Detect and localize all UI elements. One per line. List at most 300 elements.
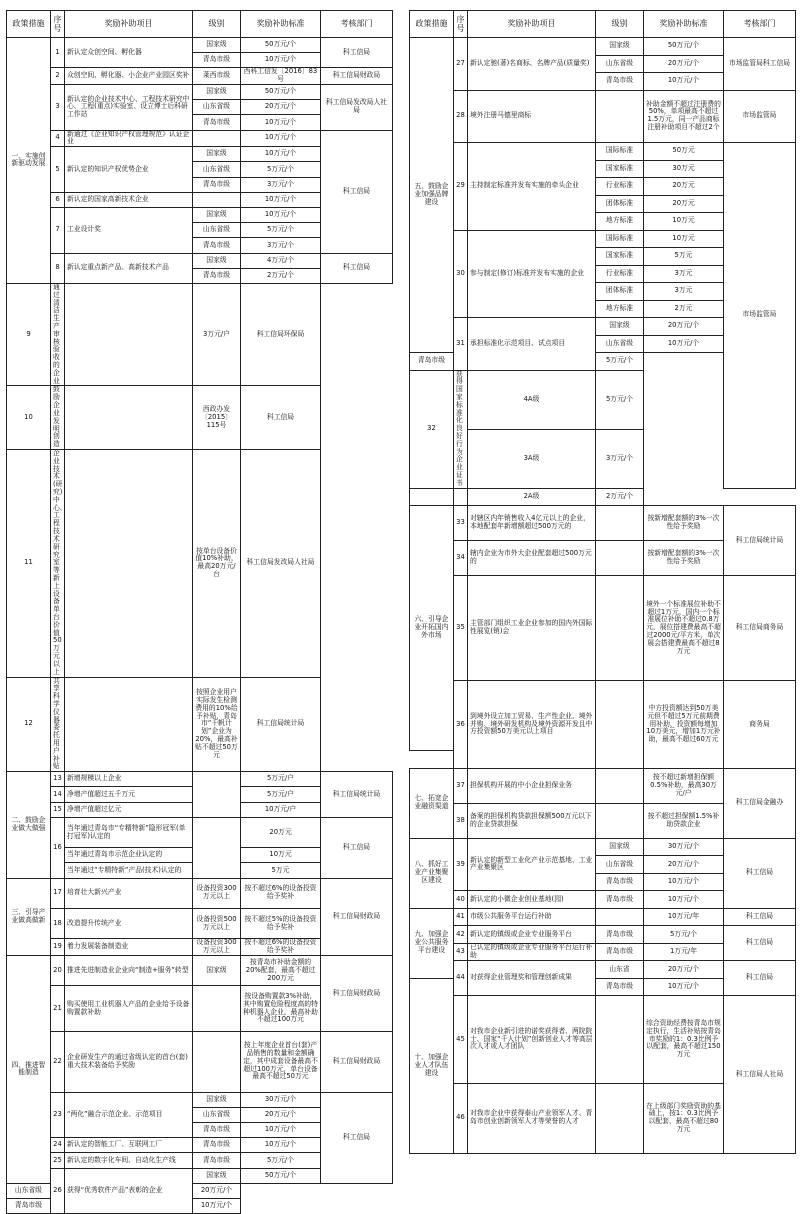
table-cell [596, 996, 644, 1084]
table-cell: 国家标准 [596, 248, 644, 266]
table-row [410, 143, 796, 161]
table-cell: 20万元/个 [193, 1183, 241, 1198]
table-cell: 45 [454, 996, 468, 1084]
table-cell: 科工信局 [724, 908, 796, 926]
table-cell: 10万元/个 [644, 978, 724, 996]
header-policy: 政策措施 [7, 11, 51, 38]
table-cell [596, 506, 644, 541]
table-row [7, 449, 393, 563]
table-cell: 12 [7, 677, 51, 772]
table-cell: 一、实施创新驱动发展 [7, 38, 51, 284]
table-row [7, 1092, 393, 1107]
table-cell: 国际标准 [596, 230, 644, 248]
table-row [410, 681, 796, 699]
table-cell: 西科工信发〔2016〕83号 [241, 68, 321, 85]
table-cell: 46 [454, 1083, 468, 1153]
table-cell: 新认定的国家高新技术企业 [65, 192, 193, 207]
table-cell: 改造提升传统产业 [65, 908, 193, 938]
table-row [410, 90, 796, 108]
table-cell: 国家级 [193, 38, 241, 53]
table-cell: 九、加强企业公共服务平台建设 [410, 908, 454, 978]
table-cell [596, 576, 644, 681]
table-cell: 科工信局财政局 [321, 68, 393, 85]
table-cell: 七、拓宽企业融资渠道 [410, 768, 454, 838]
table-cell: 4 [51, 130, 65, 147]
table-row [7, 955, 393, 970]
header-number: 序号 [51, 11, 65, 38]
table-cell: 通过清洁生产审核验收的企业 [51, 283, 65, 386]
table-cell [193, 192, 241, 207]
header-policy: 政策措施 [410, 11, 454, 38]
table-cell: 28 [454, 90, 468, 143]
table-row [410, 38, 796, 56]
table-cell: 科工信局财政局 [321, 878, 393, 955]
table-cell: 六、引导企业开拓国内外市场 [410, 506, 454, 751]
table-cell: 国家级 [193, 1168, 241, 1183]
table-cell: 5万元/个 [644, 926, 724, 944]
table-row [410, 996, 796, 1014]
table-cell [65, 283, 193, 386]
table-cell: 地方标准 [596, 213, 644, 231]
table-cell: 9 [7, 283, 51, 386]
table-cell: 6 [51, 192, 65, 207]
table-cell: 青岛市级 [596, 73, 644, 91]
table-cell: 科工信局 [321, 817, 393, 878]
table-cell: 23 [51, 1092, 65, 1138]
table-row [7, 878, 393, 893]
table-cell: 20万元/个 [644, 856, 724, 874]
table-cell: 科工信局统计局 [724, 506, 796, 576]
table-cell: 科工信局商务局 [724, 576, 796, 681]
table-cell: 38 [454, 803, 468, 838]
table-cell: 承担标准化示范项目、试点项目 [468, 318, 596, 371]
table-cell: 科工信局 [724, 961, 796, 996]
table-cell [596, 908, 644, 926]
table-cell: 3A级 [468, 429, 596, 488]
table-cell: 43 [454, 943, 468, 961]
table-cell: 青岛市级 [193, 238, 241, 253]
table-cell [193, 130, 241, 147]
table-cell: 20 [51, 955, 65, 985]
table-cell: 41 [454, 908, 468, 926]
table-row [410, 838, 796, 856]
table-cell: 3万元/个 [241, 177, 321, 192]
table-cell: 市场监管局 [724, 143, 796, 489]
table-cell: 综合资助经费按青岛市规定执行，生活补贴按青岛市奖励的1：0.3比例予以配套，最高不超过150万元 [644, 996, 724, 1084]
table-cell [65, 449, 193, 677]
table-cell: 4A级 [468, 370, 596, 429]
table-cell: 当年通过青岛市示范企业认定的 [65, 848, 193, 863]
table-cell: 科工信局统计局 [241, 677, 321, 772]
table-cell: 新认定的镇级或企业专业服务平台 [468, 926, 596, 944]
table-cell: 30万元 [644, 160, 724, 178]
table-cell: 对辖区内年销售收入4亿元以上的企业，本地配套年新增额超过500万元的 [468, 506, 596, 541]
table-cell: 8 [51, 253, 65, 283]
table-cell: 团体标准 [596, 283, 644, 301]
table-cell: 辖内企业为市外大企业配套超过500万元的 [468, 541, 596, 576]
table-cell: 八、抓好工业产业集聚区建设 [410, 838, 454, 908]
table-cell: 5万元/户 [241, 787, 321, 802]
table-cell: 10万元/个 [644, 873, 724, 891]
table-cell: 青岛市级 [596, 943, 644, 961]
table-row [410, 488, 796, 506]
table-cell: 20万元/个 [644, 318, 724, 336]
table-cell: 山东省级 [7, 1183, 51, 1198]
table-cell: 40 [454, 891, 468, 909]
table-cell: 补助金额不超过注册费的50%，单项最高不超过1.5万元，同一产品商标注册补助项目不超过2个 [644, 90, 724, 143]
table-cell: 19 [51, 939, 65, 956]
table-cell: 科工信局 [724, 926, 796, 961]
table-cell: 地方标准 [596, 300, 644, 318]
table-cell: 36 [454, 681, 468, 769]
table-cell: 10万元/个 [241, 130, 321, 147]
table-cell: 26 [51, 1168, 65, 1214]
header-standard: 奖励补助标准 [644, 11, 724, 38]
table-row [7, 130, 393, 147]
table-cell: 按设备购置款3%补助，其中购置危险程度高的特种机器人企业，最高补助不超过100万元 [241, 986, 321, 1032]
table-cell: 20万元/个 [241, 1107, 321, 1122]
table-row [410, 926, 796, 944]
table-cell: 企业研发生产的通过省级认定的首台(套)重大技术装备给予奖励 [65, 1031, 193, 1092]
table-cell: 科工信局金融办 [724, 768, 796, 838]
table-cell: 科工信局发改局人社局 [241, 449, 321, 677]
table-cell: 31 [454, 318, 468, 371]
table-cell: 青岛市级 [193, 268, 241, 283]
table-body-left [7, 38, 393, 1214]
table-cell: 市场监管局 [724, 90, 796, 143]
table-cell: 5万元 [241, 863, 321, 878]
table-cell [65, 677, 193, 772]
table-cell: 新认定众创空间、孵化器 [65, 38, 193, 68]
table-cell: 山东省级 [596, 55, 644, 73]
table-cell: 国家级 [596, 38, 644, 56]
table-cell: 1万元/年 [644, 943, 724, 961]
table-cell: 10万元/个 [241, 147, 321, 162]
table-cell: 对我市企业新引进的诺奖获得者、两院院士、国家“千人计划”创新创业人才等高层次人才或人才团队 [468, 996, 596, 1084]
table-cell [596, 803, 644, 838]
header-number: 序号 [454, 11, 468, 38]
table-cell: 山东省 [596, 961, 644, 979]
table-row [7, 85, 393, 100]
table-cell: 按不超过担保额1.5%补助贷款企业 [644, 803, 724, 838]
table-cell: 科工信局人社局 [724, 996, 796, 1154]
table-cell: 设备投资300万元以上 [193, 878, 241, 908]
table-cell: 10万元/个 [241, 207, 321, 222]
table-row [7, 38, 393, 53]
table-cell: 国际标准 [596, 143, 644, 161]
table-cell: 5 [51, 147, 65, 193]
table-cell: 科工信局 [321, 38, 393, 68]
table-cell: 20万元 [644, 195, 724, 213]
table-cell: 科工信局 [321, 253, 393, 283]
table-cell: 青岛市级 [193, 115, 241, 130]
table-cell: 新认定的智能工厂、互联网工厂 [65, 1138, 193, 1153]
table-cell: 17 [51, 878, 65, 908]
table-cell: 37 [454, 768, 468, 803]
table-cell: 2万元 [644, 300, 724, 318]
table-cell: 对我市企业中获得泰山产业领军人才、青岛市创业创新领军人才等荣誉的人才 [468, 1083, 596, 1153]
header-project: 奖励补助项目 [468, 11, 596, 38]
table-cell: 科工信局统计局 [321, 772, 393, 818]
table-row [410, 576, 796, 594]
table-cell: 34 [454, 541, 468, 576]
table-cell: 20万元 [644, 178, 724, 196]
table-cell: 行业标准 [596, 178, 644, 196]
table-cell: 2A级 [468, 488, 596, 506]
header-standard: 奖励补助标准 [241, 11, 321, 38]
table-cell: 10万元/个 [241, 192, 321, 207]
table-cell [596, 90, 644, 143]
table-row [7, 386, 393, 450]
table-row [7, 772, 393, 787]
header-project: 奖励补助项目 [65, 11, 193, 38]
table-cell [596, 1083, 644, 1153]
table-cell: 国家级 [193, 1092, 241, 1107]
table-cell: 已认定的镇级或企业专业服务平台运行补助 [468, 943, 596, 961]
table-cell: 新认定驰(著)名商标、名牌产品(质量奖) [468, 38, 596, 91]
table-cell: 国家级 [193, 955, 241, 985]
table-cell: 15 [51, 802, 65, 817]
table-cell: 21 [51, 986, 65, 1032]
table-cell: 10万元/个 [644, 335, 724, 353]
table-cell [193, 772, 241, 818]
table-cell: 1 [51, 38, 65, 68]
table-body-right [410, 38, 796, 1154]
table-cell: 山东省级 [596, 856, 644, 874]
table-cell [596, 768, 644, 803]
table-cell: 获得“优秀软件产品”表彰的企业 [65, 1168, 193, 1214]
table-cell: 国家级 [193, 253, 241, 268]
table-cell: 3 [51, 85, 65, 131]
table-cell [65, 386, 193, 450]
table-cell: 净增产值超过五千万元 [65, 787, 193, 802]
table-cell: 18 [51, 908, 65, 938]
table-cell: 青岛市级 [193, 53, 241, 68]
table-cell: 10万元/个 [241, 53, 321, 68]
table-cell: 3万元/户 [193, 283, 241, 386]
table-cell: 2 [51, 68, 65, 85]
table-cell: 科工信局发改局人社局 [321, 85, 393, 131]
table-cell: 国家级 [193, 207, 241, 222]
table-cell: 5万元/户 [241, 772, 321, 787]
table-cell: 按上年度企业首台(套)产品销售的数量和金额确定，其中成套设备最高不超过100万元，单台设备最高不超过50万元 [241, 1031, 321, 1092]
policy-table-right [409, 10, 796, 1154]
table-cell: 担保机构开展的中小企业担保业务 [468, 768, 596, 803]
table-cell: 新认定重点新产品、高新技术产品 [65, 253, 193, 283]
table-row [410, 768, 796, 786]
header-level: 级别 [596, 11, 644, 38]
table-cell: 国家级 [596, 318, 644, 336]
table-cell: 按照企业用户实际发生检测费用的10%给予补贴，青岛市“千帆计划”企业为20%，最高补贴不超过50万元 [193, 677, 241, 772]
table-cell: 10万元/个 [644, 73, 724, 91]
table-cell [193, 817, 241, 878]
table-cell: 三、引导产业做高做新 [7, 878, 51, 955]
table-cell: 商务局 [724, 681, 796, 769]
table-cell: 十、加强企业人才队伍建设 [410, 978, 454, 1153]
table-cell: 青岛市级 [193, 1153, 241, 1168]
table-cell: 50万元 [644, 143, 724, 161]
table-cell: 设备投资500万元以上 [193, 908, 241, 938]
table-cell: 按不超过6%的设备投资给予奖补 [241, 878, 321, 908]
table-cell: 市场监管局科工信局 [724, 38, 796, 91]
table-cell: 国家级 [193, 85, 241, 100]
table-cell: 主持制定标准并发布实施的牵头企业 [468, 143, 596, 231]
table-cell: 共享科学仪器委托用户补贴 [51, 677, 65, 772]
table-cell: 境外一个标准展位补助不超过1万元，国内一个标准展位补助不超过0.8万元，展位搭建费最高不超过2000元/平方米，单次展会搭建费最高不超过8万元 [644, 576, 724, 681]
table-cell: 10万元 [644, 230, 724, 248]
table-cell: 山东省级 [193, 100, 241, 115]
table-cell: 山东省级 [596, 335, 644, 353]
table-cell: 新认定的小微企业创业基地(园) [468, 891, 596, 909]
table-cell: 当年通过“专精特新”产品(技术)认定的 [65, 863, 193, 878]
table-cell: 3万元 [644, 283, 724, 301]
table-cell: 科工信局 [321, 130, 393, 253]
table-cell: 按新增配套额的3%一次性给予奖励 [644, 506, 724, 541]
table-cell: 行业标准 [596, 265, 644, 283]
table-cell: 参与制定(修订)标准并发布实施的企业 [468, 230, 596, 318]
table-cell: 22 [51, 1031, 65, 1092]
table-cell: 科工信局 [724, 838, 796, 908]
table-cell: 按单台设备价值10%补助，最高20万元/台 [193, 449, 241, 677]
table-cell: 10万元/个 [644, 891, 724, 909]
table-cell: 青岛市级 [7, 1198, 51, 1213]
table-cell: 27 [454, 38, 468, 91]
table-cell: 13 [51, 772, 65, 787]
table-cell: 10万元/个 [241, 115, 321, 130]
table-row [410, 506, 796, 524]
table-cell: 5万元 [644, 248, 724, 266]
table-cell: 14 [51, 787, 65, 802]
table-cell: 2万元/个 [241, 268, 321, 283]
table-row [410, 908, 796, 926]
table-cell: 30 [454, 230, 468, 318]
table-cell: 着力发展装备制造业 [65, 939, 193, 956]
table-cell: 科工信局 [321, 1092, 393, 1183]
table-cell: 设备投资300万元以上 [193, 939, 241, 956]
table-cell: 推进先进制造业企业向“制造+服务”转型 [65, 955, 193, 985]
table-cell: 44 [454, 961, 468, 996]
table-cell: 25 [51, 1153, 65, 1168]
table-cell: 5万元/个 [596, 353, 644, 371]
table-cell: 科工信局 [241, 386, 321, 450]
table-cell: 新认定的企业技术中心、工程技术研究中心、工程(重点)实验室、设立博士后科研工作站 [65, 85, 193, 131]
table-cell [596, 681, 644, 769]
table-cell: 团体标准 [596, 195, 644, 213]
table-cell: 工业设计奖 [65, 207, 193, 253]
table-cell: 二、鼓励企业做大做强 [7, 772, 51, 878]
table-cell: 5万元/个 [241, 1153, 321, 1168]
table-cell: 青岛市级 [410, 353, 454, 371]
table-cell: 山东省级 [193, 162, 241, 177]
table-cell: 青岛市级 [596, 926, 644, 944]
table-cell: 对获得企业管理奖和管理创新成果 [468, 961, 596, 996]
table-row [7, 677, 393, 701]
table-cell: 中方投资额达到50万美元但不超过5万元前期费用补助，投资额每增加10万美元，增加1万元补助，最高不超过60万元 [644, 681, 724, 769]
table-cell: 10万元 [241, 848, 321, 863]
table-cell: 3万元/个 [241, 238, 321, 253]
table-cell: 山东省级 [193, 1107, 241, 1122]
table-cell: 备案的担保机构贷款担保额500万元以下的企业贷款担保 [468, 803, 596, 838]
table-cell: 10万元 [644, 213, 724, 231]
table-header-row [7, 11, 393, 38]
table-cell: 西政办发〔2015〕115号 [193, 386, 241, 450]
header-department: 考核部门 [321, 11, 393, 38]
table-cell: 11 [7, 449, 51, 677]
table-cell: 新增规模以上企业 [65, 772, 193, 787]
table-cell [596, 541, 644, 576]
header-department: 考核部门 [724, 11, 796, 38]
policy-table-left [6, 10, 393, 1214]
table-cell: 在上级部门奖励资助的基础上，按1：0.3比例予以配套，最高不超过80万元 [644, 1083, 724, 1153]
table-cell: 青岛市级 [596, 978, 644, 996]
table-cell: 20万元 [241, 817, 321, 847]
table-cell: 5万元/个 [241, 162, 321, 177]
table-cell: 科工信局财政局 [321, 955, 393, 1031]
table-cell: 10万元/个 [193, 1198, 241, 1213]
table-cell: 5万元/个 [596, 370, 644, 429]
table-cell: 20万元/个 [644, 961, 724, 979]
table-cell: 众创空间、孵化器、小企业产业园区奖补 [65, 68, 193, 85]
table-cell: 到境外设立加工贸易、生产性企业、境外并购、境外研发机构及境外资源开发且中方投资额50万美元以上项目 [468, 681, 596, 769]
table-row [410, 961, 796, 979]
header-level: 级别 [193, 11, 241, 38]
table-cell: 39 [454, 838, 468, 891]
table-cell: 境外注册马德里商标 [468, 90, 596, 143]
table-cell: 青岛市级 [193, 1123, 241, 1138]
table-cell: 42 [454, 926, 468, 944]
table-cell: 莱西市级 [193, 68, 241, 85]
table-cell: 4万元/个 [241, 253, 321, 268]
table-cell: 29 [454, 143, 468, 231]
table-cell: 5万元/个 [241, 223, 321, 238]
table-cell: 获得国家标准化良好行为企业证书 [454, 370, 468, 488]
table-cell [454, 488, 468, 506]
table-cell: 30万元/个 [644, 838, 724, 856]
table-cell: 按不超过6%的设备投资给予奖补 [241, 939, 321, 956]
table-cell: 当年通过青岛市“专精特新”隐形冠军(单打冠军)认定的 [65, 817, 193, 847]
table-cell: 净增产值超过亿元 [65, 802, 193, 817]
table-row [7, 253, 393, 268]
table-cell: 50万元/个 [241, 1168, 321, 1183]
table-cell: 青岛市级 [596, 891, 644, 909]
table-cell: 32 [410, 370, 454, 488]
table-cell: 国家级 [193, 147, 241, 162]
table-cell: 7 [51, 207, 65, 253]
table-cell: 科工信局财政局 [321, 1031, 393, 1092]
table-cell: 青岛市级 [193, 1138, 241, 1153]
table-cell: 33 [454, 506, 468, 541]
table-cell: 10万元/户 [241, 802, 321, 817]
table-cell: 2万元/个 [596, 488, 644, 506]
table-cell: 市级公共服务平台运行补助 [468, 908, 596, 926]
table-cell: 50万元/个 [644, 38, 724, 56]
table-cell: 科工信局环保局 [241, 283, 321, 386]
table-cell: 按不超过新增担保额0.5%补助，最高30万元/户 [644, 768, 724, 803]
table-cell: 四、推进智能制造 [7, 955, 51, 1183]
table-cell: 20万元/个 [644, 55, 724, 73]
table-cell: 青岛市级 [193, 177, 241, 192]
table-cell: 16 [51, 817, 65, 878]
table-cell: 培育壮大新兴产业 [65, 878, 193, 908]
table-row [7, 68, 393, 85]
table-cell: 50万元/个 [241, 38, 321, 53]
table-cell [410, 488, 454, 506]
table-cell: 10万元/年 [644, 908, 724, 926]
table-cell: 按青岛市补助金额的20%配套，最高不超过200万元 [241, 955, 321, 985]
table-cell: 青岛市级 [596, 873, 644, 891]
table-cell: 24 [51, 1138, 65, 1153]
table-row [7, 1031, 393, 1046]
